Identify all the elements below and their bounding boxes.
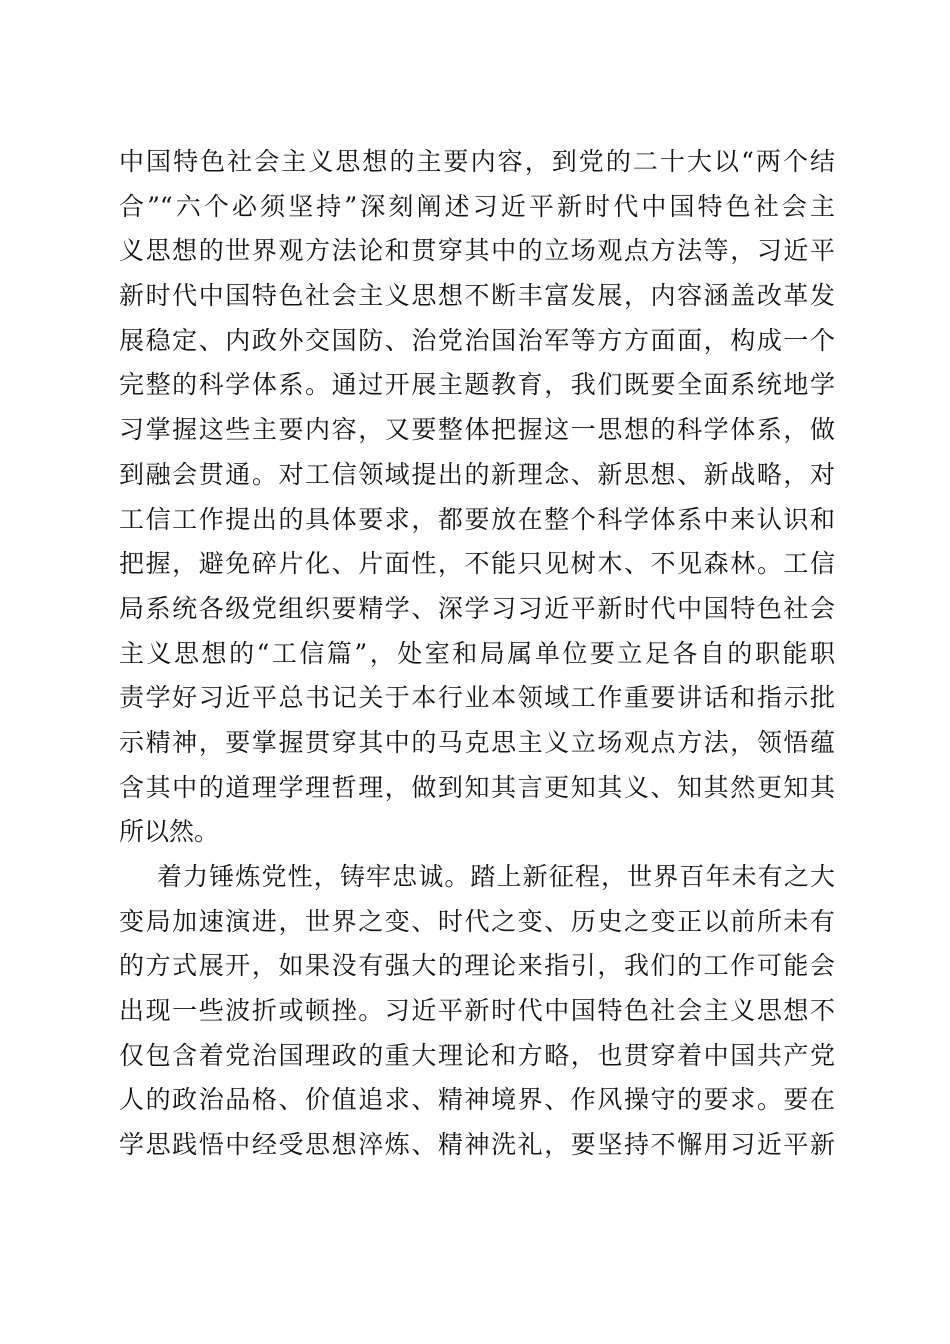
text-line: 主义思想的“工信篇”，处室和局属单位要立足各自的职能职	[119, 638, 835, 668]
text-line: 新时代中国特色社会主义思想不断丰富发展，内容涵盖改革发	[119, 281, 835, 311]
text-line: 义思想的世界观方法论和贯穿其中的立场观点方法等，习近平	[119, 236, 835, 266]
text-line: 含其中的道理学理哲理，做到知其言更知其义、知其然更知其	[119, 772, 835, 802]
text-line: 仅包含着党治国理政的重大理论和方略，也贯穿着中国共产党	[119, 1040, 835, 1070]
text-line: 习掌握这些主要内容，又要整体把握这一思想的科学体系，做	[119, 415, 835, 445]
paragraph-first-line: 着力锤炼党性，铸牢忠诚。踏上新征程，世界百年未有之大	[157, 862, 835, 891]
text-line: 中国特色社会主义思想的主要内容，到党的二十大以“两个结	[119, 147, 835, 176]
text-line: 局系统各级党组织要精学、深学习习近平新时代中国特色社会	[119, 593, 835, 623]
text-line: 学思践悟中经受思想淬炼、精神洗礼，要坚持不懈用习近平新	[119, 1130, 835, 1160]
text-line: 变局加速演进，世界之变、时代之变、历史之变正以前所未有	[119, 906, 835, 936]
text-line: 到融会贯通。对工信领域提出的新理念、新思想、新战略，对	[119, 459, 835, 489]
text-line: 合”“六个必须坚持”深刻阐述习近平新时代中国特色社会主	[119, 191, 835, 221]
text-line: 把握，避免碎片化、片面性，不能只见树木、不见森林。工信	[119, 549, 835, 579]
text-line: 工信工作提出的具体要求，都要放在整个科学体系中来认识和	[119, 504, 835, 534]
text-line: 示精神，要掌握贯穿其中的马克思主义立场观点方法，领悟蕴	[119, 727, 835, 757]
text-line: 完整的科学体系。通过开展主题教育，我们既要全面系统地学	[119, 370, 835, 400]
body-text	[119, 140, 835, 1168]
text-line: 责学好习近平总书记关于本行业本领域工作重要讲话和指示批	[119, 683, 835, 713]
paragraph-end-line: 所以然。	[119, 817, 220, 847]
text-line: 人的政治品格、价值追求、精神境界、作风操守的要求。要在	[119, 1085, 835, 1115]
text-line: 的方式展开，如果没有强大的理论来指引，我们的工作可能会	[119, 951, 835, 981]
text-line: 展稳定、内政外交国防、治党治国治军等方方面面，构成一个	[119, 325, 835, 355]
text-line: 出现一些波折或顿挫。习近平新时代中国特色社会主义思想不	[119, 996, 835, 1026]
